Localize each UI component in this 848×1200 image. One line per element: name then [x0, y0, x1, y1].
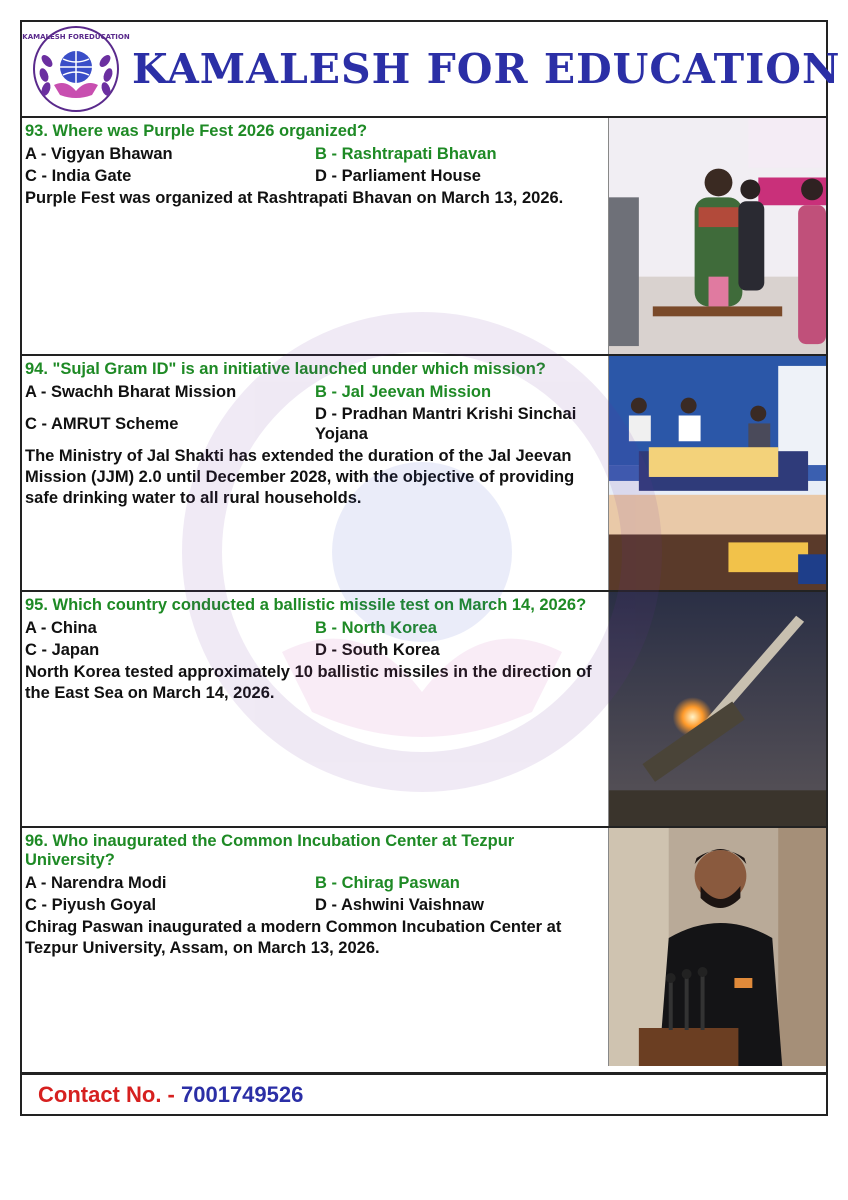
options-grid: [25, 144, 608, 186]
answer-explanation: Chirag Paswan inaugurated a modern Common Incubation Center at Tezpur University, Assam, on March 13, 2026.: [25, 918, 562, 957]
question-content: [22, 118, 608, 209]
option-a: A - Narendra Modi: [25, 874, 167, 892]
header: [22, 22, 841, 118]
question-title: 93. Where was Purple Fest 2026 organized?: [25, 122, 368, 140]
question-content: [22, 592, 608, 704]
question-title: 94. "Sujal Gram ID" is an initiative launched under which mission?: [25, 360, 546, 378]
option-a: A - Vigyan Bhawan: [25, 145, 173, 163]
page-frame: [20, 20, 841, 1116]
option-b-correct: B - North Korea: [315, 619, 437, 637]
options-grid: [25, 382, 608, 444]
question-card-95: [22, 592, 826, 828]
option-d: D - Ashwini Vaishnaw: [315, 896, 485, 914]
event-stage-photo: [608, 118, 826, 354]
speaker-podium-photo: [608, 828, 826, 1066]
contact-label: Contact No. -: [38, 1081, 181, 1107]
options-grid: [25, 873, 608, 915]
option-a: A - Swachh Bharat Mission: [25, 383, 237, 401]
logo-text: KAMALESH FOREDUCATION: [22, 33, 130, 41]
contact-footer: [22, 1072, 826, 1114]
question-card-96: [22, 828, 826, 1066]
option-c: C - AMRUT Scheme: [25, 415, 179, 433]
option-b-correct: B - Rashtrapati Bhavan: [315, 145, 497, 163]
question-content: [22, 828, 608, 959]
option-b-correct: B - Chirag Paswan: [315, 874, 460, 892]
question-title: 95. Which country conducted a ballistic missile test on March 14, 2026?: [25, 596, 587, 614]
option-c: C - India Gate: [25, 167, 132, 185]
option-b-correct: B - Jal Jeevan Mission: [315, 383, 492, 401]
brand-title: KAMALESH FOR EDUCATION: [132, 45, 841, 93]
option-d: D - Pradhan Mantri Krishi Sinchai Yojana: [315, 405, 577, 443]
contact-number[interactable]: 7001749526: [181, 1081, 304, 1107]
missile-launch-photo: [608, 592, 826, 826]
question-content: [22, 356, 608, 509]
option-c: C - Piyush Goyal: [25, 896, 157, 914]
option-c: C - Japan: [25, 641, 100, 659]
option-d: D - South Korea: [315, 641, 440, 659]
answer-explanation: Purple Fest was organized at Rashtrapati Bhavan on March 13, 2026.: [25, 189, 564, 207]
answer-explanation: The Ministry of Jal Shakti has extended the duration of the Jal Jeevan Mission (JJM) 2.0 until December 2028, with the objective of providing safe drinking water to all rural households.: [25, 447, 575, 507]
answer-explanation: North Korea tested approximately 10 ballistic missiles in the direction of the East Sea on March 14, 2026.: [25, 663, 592, 702]
education-logo-icon: [22, 25, 130, 113]
question-title: 96. Who inaugurated the Common Incubation Center at Tezpur University?: [25, 832, 515, 869]
question-card-93: [22, 118, 826, 356]
options-grid: [25, 618, 608, 660]
question-card-94: [22, 356, 826, 592]
option-d: D - Parliament House: [315, 167, 481, 185]
option-a: A - China: [25, 619, 97, 637]
conference-dais-photo: [608, 356, 826, 590]
